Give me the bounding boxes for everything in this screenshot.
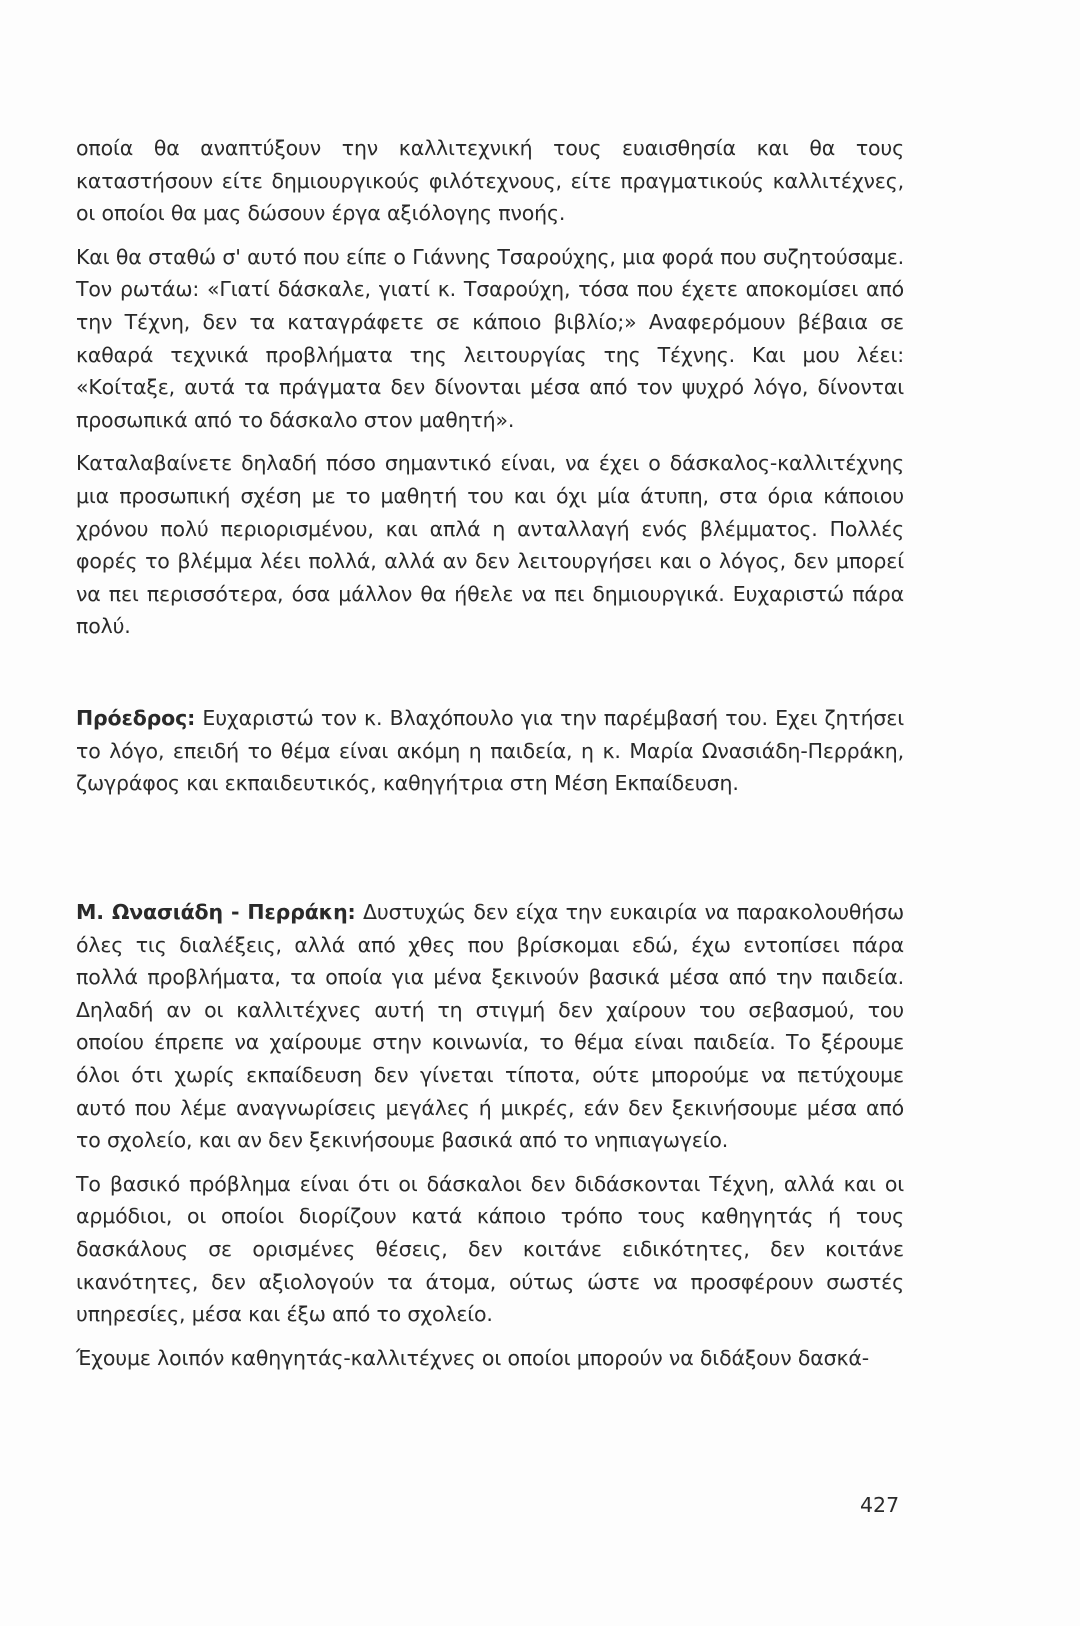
page-number: 427	[860, 1493, 900, 1517]
paragraph: Το βασικό πρόβλημα είναι ότι οι δάσκαλοι δεν διδάσκονται Τέχνη, αλλά και οι αρμόδιοι, οι οποίοι διορίζουν κατά κάποιο τρόπο τους καθηγητάς ή τους δασκάλους σε ορισμένες θέσεις, δεν κοιτάνε ειδικότητες, δεν κοιτάνε ικανότητες, δεν αξιολογούν τα άτομα, ούτως ώστε να προσφέρουν σωστές υπηρεσίες, μέσα και έξω από το σχολείο.	[76, 1171, 904, 1327]
paragraph: Και θα σταθώ σ' αυτό που είπε ο Γιάννης Τσαρούχης, μια φορά που συζητούσαμε. Τον ρωτάω: «Γιατί δάσκαλε, γιατί κ. Τσαρούχη, τόσα που έχετε αποκομίσει από την Τέχνη, δεν τα καταγράφετε σε κάποιο βιβλίο;» Αναφερόμουν βέβαια σε καθαρά τεχνικά προβλήματα της λειτουργίας της Τέχνης. Και μου λέει: «Κοίταξε, αυτά τα πράγματα δεν δίνονται μέσα από τον ψυχρό λόγο, δίνονται προσωπικά από το δάσκαλο στον μαθητή».	[76, 244, 904, 432]
onasiadi-statement	[76, 896, 904, 1385]
paragraph	[76, 896, 904, 1157]
statement-text: Ευχαριστώ τον κ. Βλαχόπουλο για την παρέμβασή του. Εχει ζητήσει το λόγο, επειδή το θέμα είναι ακόμη η παιδεία, η κ. Μαρία Ωνασιάδη-Περράκη, ζωγράφος και εκπαιδευτικός, καθηγήτρια στη Μέση Εκπαίδευση.	[76, 706, 904, 796]
speaker-label: Μ. Ωνασιάδη - Περράκη:	[76, 900, 356, 924]
chair-statement	[76, 702, 904, 811]
paragraph: Έχουμε λοιπόν καθηγητάς-καλλιτέχνες οι οποίοι μπορούν να διδάξουν δασκά-	[76, 1345, 870, 1370]
statement-text: Δυστυχώς δεν είχα την ευκαιρία να παρακολουθήσω όλες τις διαλέξεις, αλλά από χθες που βρίσκομαι εδώ, έχω εντοπίσει πάρα πολλά προβλήματα, τα οποία για μένα ξεκινούν βασικά μέσα από την παιδεία. Δηλαδή αν οι καλλιτέχνες αυτή τη στιγμή δεν χαίρουν του σεβασμού, του οποίου έπρεπε να χαίρουμε στην κοινωνία, το θέμα είναι παιδεία. Το ξέρουμε όλοι ότι χωρίς εκπαίδευση δεν γίνεται τίποτα, ούτε μπορούμε να πετύχουμε αυτό που λέμε αναγνωρίσεις μεγάλες ή μικρές, εάν δεν ξεκινήσουμε μέσα από το σχολείο, και αν δεν ξεκινήσουμε βασικά από το νηπιαγωγείο.	[76, 900, 904, 1153]
speaker-label: Πρόεδρος:	[76, 706, 196, 730]
text-section-opening	[76, 132, 904, 654]
paragraph: Καταλαβαίνετε δηλαδή πόσο σημαντικό είναι, να έχει ο δάσκαλος-καλλιτέχνης μια προσωπική σχέση με το μαθητή του και όχι μία άτυπη, στα όρια κάποιου χρόνου πολύ περιορισμένου, και απλά η ανταλλαγή ενός βλέμματος. Πολλές φορές το βλέμμα λέει πολλά, αλλά αν δεν λειτουργήσει και ο λόγος, δεν μπορεί να πει περισσότερα, όσα μάλλον θα ήθελε να πει δημιουργικά. Ευχαριστώ πάρα πολύ.	[76, 451, 904, 639]
paragraph: οποία θα αναπτύξουν την καλλιτεχνική τους ευαισθησία και θα τους καταστήσουν είτε δημιουργικούς φιλότεχνους, είτε πραγματικούς καλλιτέχνες, οι οποίοι θα μας δώσουν έργα αξιόλογης πνοής.	[76, 136, 904, 226]
paragraph	[76, 702, 904, 800]
